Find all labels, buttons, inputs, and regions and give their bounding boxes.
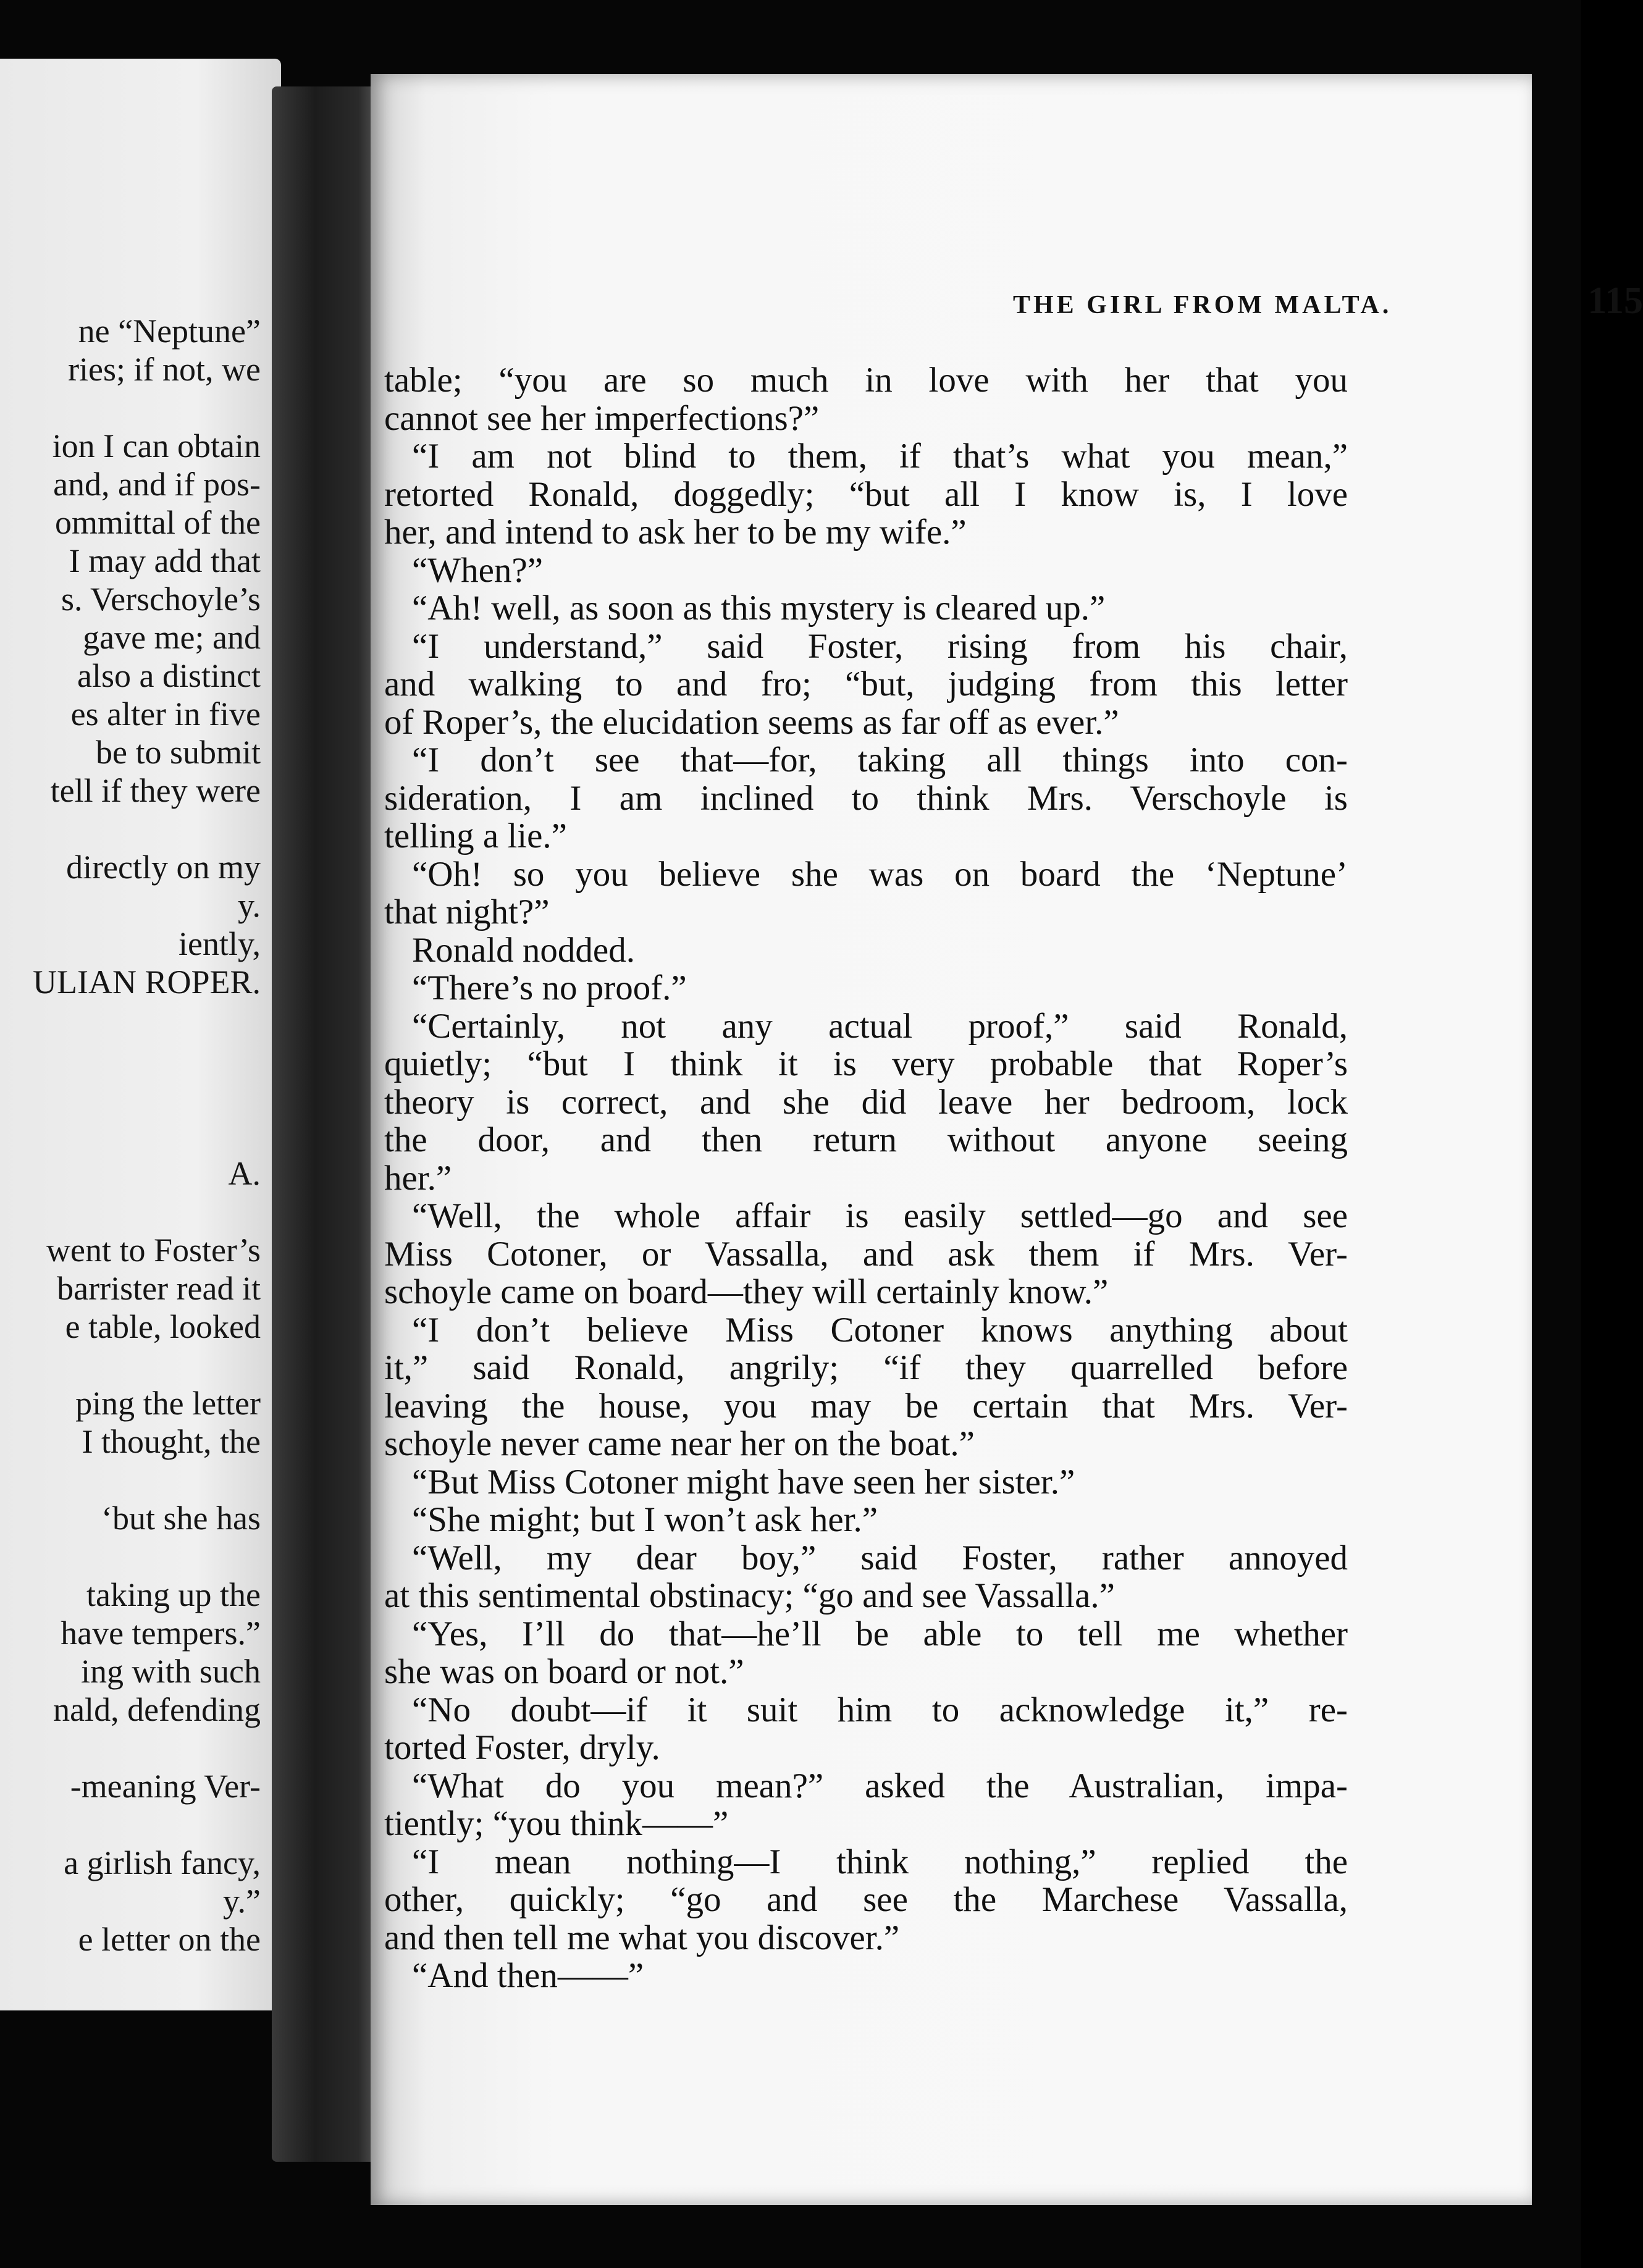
left-page-line bbox=[0, 1116, 278, 1154]
left-page-line: e letter on the bbox=[78, 1921, 261, 1958]
left-page-line bbox=[0, 1078, 278, 1116]
left-page-line: s. Verschoyle’s bbox=[61, 581, 261, 618]
text-line: “Certainly, not any actual proof,” said Ronald, bbox=[412, 1006, 1348, 1046]
left-page-line: ing with such bbox=[81, 1653, 261, 1690]
text-line: retorted Ronald, doggedly; “but all I know is, I love bbox=[384, 474, 1348, 514]
left-page-line bbox=[0, 1346, 278, 1384]
text-line: “I don’t see that—for, taking all things into con- bbox=[412, 741, 1348, 779]
text-line: “I understand,” said Foster, rising from his chair, bbox=[412, 626, 1348, 666]
left-page-line: iently, bbox=[179, 925, 261, 962]
text-line: the door, and then return without anyone seeing bbox=[384, 1120, 1348, 1159]
text-line: her.” bbox=[384, 1158, 452, 1198]
left-page-line: ping the letter bbox=[75, 1385, 261, 1422]
text-line: quietly; “but I think it is very probable that Roper’s bbox=[384, 1044, 1348, 1083]
text-line: and walking to and fro; “but, judging from this letter bbox=[384, 665, 1348, 704]
text-line: at this sentimental obstinacy; “go and see Vassalla.” bbox=[384, 1576, 1115, 1615]
left-page-line bbox=[0, 388, 278, 427]
text-line: “I am not blind to them, if that’s what you mean,” bbox=[412, 437, 1348, 476]
left-page-line: tell if they were bbox=[50, 772, 261, 809]
page-header bbox=[642, 280, 1643, 334]
left-page-line: ULIAN ROPER. bbox=[32, 964, 261, 1001]
left-page-line: have tempers.” bbox=[61, 1615, 261, 1652]
text-line: “What do you mean?” asked the Australian, impa- bbox=[412, 1766, 1348, 1805]
text-line: “But Miss Cotoner might have seen her sister.” bbox=[412, 1462, 1075, 1502]
left-page-line: a girlish fancy, bbox=[64, 1844, 261, 1881]
left-page-line: ion I can obtain bbox=[52, 427, 261, 464]
left-page-line bbox=[0, 1729, 278, 1767]
text-line: tiently; “you think——” bbox=[384, 1804, 729, 1843]
left-page-line: also a distinct bbox=[77, 657, 261, 694]
left-page-line: ne “Neptune” bbox=[78, 313, 261, 350]
text-line: schoyle never came near her on the boat.” bbox=[384, 1424, 975, 1463]
left-page-line: and, and if pos- bbox=[53, 466, 261, 503]
running-title: THE GIRL FROM MALTA. bbox=[1013, 291, 1392, 319]
text-line: leaving the house, you may be certain that Mrs. Ver- bbox=[384, 1386, 1348, 1426]
left-page-line: barrister read it bbox=[57, 1270, 261, 1307]
text-line: “Ah! well, as soon as this mystery is cleared up.” bbox=[412, 589, 1106, 628]
body-text bbox=[384, 361, 1348, 1995]
left-page-line bbox=[0, 1001, 278, 1040]
text-line: “Well, my dear boy,” said Foster, rather annoyed bbox=[412, 1538, 1348, 1577]
left-page-line: directly on my bbox=[66, 849, 261, 886]
left-page-line: -meaning Ver- bbox=[70, 1768, 261, 1805]
text-line: “And then——” bbox=[412, 1956, 644, 1995]
text-line: theory is correct, and she did leave her bedroom, lock bbox=[384, 1082, 1348, 1122]
text-line: “She might; but I won’t ask her.” bbox=[412, 1500, 878, 1539]
text-line: “I mean nothing—I think nothing,” replied the bbox=[412, 1842, 1348, 1881]
left-page-line: I may add that bbox=[69, 542, 261, 579]
left-page-line: ommittal of the bbox=[55, 504, 261, 541]
left-page-line bbox=[0, 810, 278, 848]
left-page-line bbox=[0, 1537, 278, 1576]
text-line: “No doubt—if it suit him to acknowledge it,” re- bbox=[412, 1690, 1348, 1729]
left-page-line bbox=[0, 1193, 278, 1231]
text-line: “I don’t believe Miss Cotoner knows anything about bbox=[412, 1310, 1348, 1350]
left-page bbox=[0, 59, 281, 2010]
right-page bbox=[371, 74, 1643, 2205]
left-page-line: A. bbox=[228, 1155, 261, 1192]
left-page-line bbox=[0, 1040, 278, 1078]
left-page-line: y. bbox=[238, 887, 261, 924]
text-line: “Oh! so you believe she was on board the ‘Neptune’ bbox=[412, 854, 1348, 894]
text-line: “Well, the whole affair is easily settled—go and see bbox=[412, 1196, 1348, 1235]
left-page-line: nald, defending bbox=[53, 1691, 261, 1728]
text-line: telling a lie.” bbox=[384, 817, 567, 855]
left-page-line: I thought, the bbox=[82, 1423, 261, 1460]
text-line: other, quickly; “go and see the Marchese Vassalla, bbox=[384, 1880, 1348, 1919]
text-line: she was on board or not.” bbox=[384, 1652, 744, 1691]
text-line: sideration, I am inclined to think Mrs. Verschoyle is bbox=[384, 778, 1348, 818]
text-line: “When?” bbox=[412, 550, 543, 590]
left-page-line: ‘but she has bbox=[101, 1500, 261, 1537]
text-line: and then tell me what you discover.” bbox=[384, 1918, 900, 1957]
left-page-line: went to Foster’s bbox=[46, 1232, 261, 1269]
text-line: torted Foster, dryly. bbox=[384, 1728, 660, 1767]
left-page-line bbox=[0, 1805, 278, 1844]
left-page-line: es alter in five bbox=[70, 695, 261, 733]
text-line: of Roper’s, the elucidation seems as far off as ever.” bbox=[384, 702, 1119, 742]
left-page-line: taking up the bbox=[86, 1576, 261, 1613]
left-page-line: be to submit bbox=[96, 734, 261, 771]
left-page-line: ries; if not, we bbox=[68, 351, 261, 388]
left-page-line: e table, looked bbox=[65, 1308, 261, 1345]
text-line: schoyle came on board—they will certainly know.” bbox=[384, 1272, 1109, 1311]
left-page-line: gave me; and bbox=[83, 619, 261, 656]
left-page-line: y.” bbox=[223, 1883, 261, 1920]
text-line: Miss Cotoner, or Vassalla, and ask them if Mrs. Ver- bbox=[384, 1234, 1348, 1274]
left-page-text bbox=[0, 312, 278, 1959]
text-line: “Yes, I’ll do that—he’ll be able to tell me whether bbox=[412, 1614, 1348, 1653]
text-line: cannot see her imperfections?” bbox=[384, 398, 820, 438]
text-line: “There’s no proof.” bbox=[412, 968, 687, 1007]
text-line: Ronald nodded. bbox=[412, 930, 635, 970]
page-number: 115 bbox=[1587, 280, 1643, 322]
text-line: that night?” bbox=[384, 892, 550, 931]
text-line: it,” said Ronald, angrily; “if they quarrelled before bbox=[384, 1348, 1348, 1387]
left-page-line bbox=[0, 1461, 278, 1499]
text-line: her, and intend to ask her to be my wife.” bbox=[384, 513, 967, 552]
text-line: table; “you are so much in love with her that you bbox=[384, 361, 1348, 400]
